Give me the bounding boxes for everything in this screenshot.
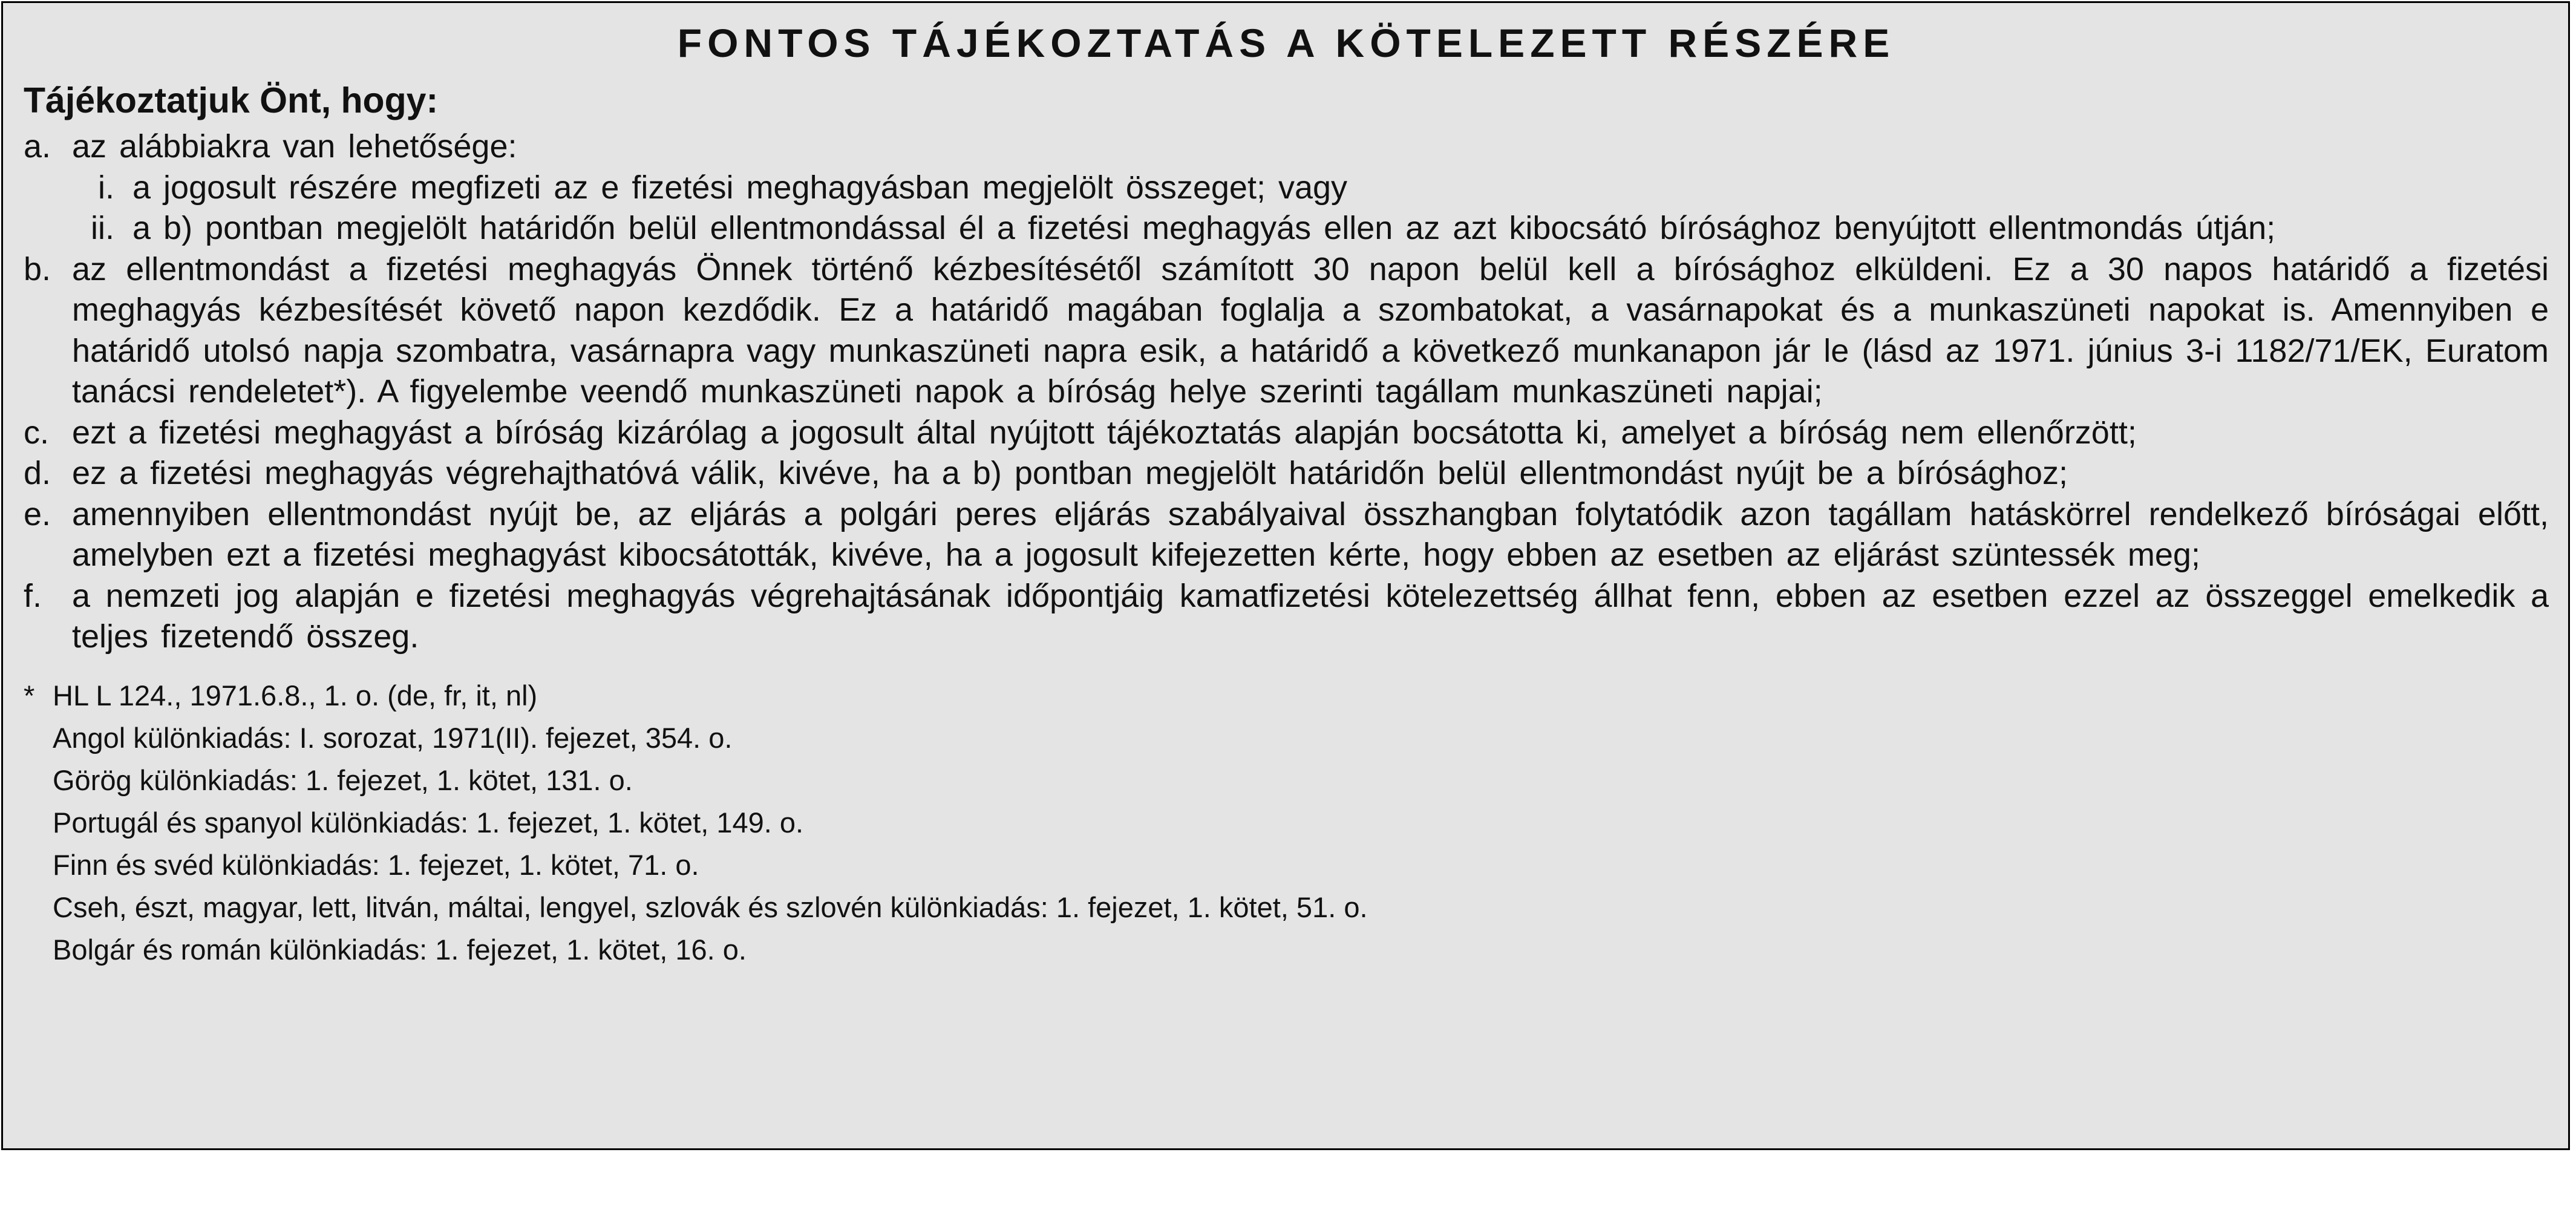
item-marker: b. — [24, 250, 51, 287]
footnote-line: Finn és svéd különkiadás: 1. fejezet, 1. kötet, 71. o. — [53, 848, 699, 881]
footnote-line: Görög különkiadás: 1. fejezet, 1. kötet, 131. o. — [53, 764, 633, 796]
list-item-c — [24, 413, 2549, 454]
footnote-line: Bolgár és román különkiadás: 1. fejezet, 1. kötet, 16. o. — [53, 933, 747, 966]
sub-item-i — [72, 168, 2549, 209]
item-marker: a. — [24, 128, 51, 165]
item-marker: d. — [24, 455, 51, 491]
list-item-e — [24, 494, 2549, 576]
notice-title: FONTOS TÁJÉKOZTATÁS A KÖTELEZETT RÉSZÉRE — [677, 21, 1895, 65]
list-item-a — [24, 126, 2549, 168]
sub-item-ii — [72, 208, 2549, 249]
item-text: ez a fizetési meghagyás végrehajthatóvá válik, kivéve, ha a b) pontban megjelölt határidőn belül ellentmondást nyújt be a bírósághoz; — [72, 455, 2068, 491]
item-text: az alábbiakra van lehetősége: — [72, 128, 517, 165]
item-text: amennyiben ellentmondást nyújt be, az eljárás a polgári peres eljárás szabályaival összhangban folytatódik azon tagállam hatáskörrel rendelkező bíróságai előtt, amelyben ezt a fizetési meghagyást kibocsátották, kivéve, ha a jogosult kifejezetten kérte, hogy ebben az esetben az eljárást szüntessék meg; — [72, 496, 2549, 573]
notice-intro: Tájékoztatjuk Önt, hogy: — [24, 80, 439, 120]
footnote-asterisk: * — [24, 679, 35, 711]
sub-item-marker: i. — [98, 169, 114, 206]
item-marker: c. — [24, 414, 50, 451]
notice-list — [24, 126, 2549, 658]
footnote-line: HL L 124., 1971.6.8., 1. o. (de, fr, it, nl) — [53, 679, 538, 711]
item-text: az ellentmondást a fizetési meghagyás Önnek történő kézbesítésétől számított 30 napon belül kell a bírósághoz elküldeni. Ez a 30 napos határidő a fizetési meghagyás kézbesítését követő napon kezdődik. Ez a határidő magában foglalja a szombatokat, a vasárnapokat és a munkaszüneti napokat is. Amennyiben e határidő utolsó napja szombatra, vasárnapra vagy munkaszüneti napra esik, a határidő a következő munkanapon jár le (lásd az 1971. június 3-i 1182/71/EK, Euratom tanácsi rendeletet*). A figyelembe veendő munkaszüneti napok a bíróság helye szerinti tagállam munkaszüneti napjai; — [72, 250, 2549, 410]
footnote-line: Angol különkiadás: I. sorozat, 1971(II). fejezet, 354. o. — [53, 721, 733, 754]
list-item-d — [24, 453, 2549, 494]
notice-box — [1, 1, 2570, 1150]
list-item-b — [24, 249, 2549, 413]
sub-item-marker: ii. — [91, 210, 114, 246]
sub-item-text: a jogosult részére megfizeti az e fizetési meghagyásban megjelölt összeget; vagy — [132, 169, 1348, 206]
footnote — [24, 675, 2549, 971]
item-marker: f. — [24, 577, 42, 614]
item-text: ezt a fizetési meghagyást a bíróság kizárólag a jogosult által nyújtott tájékoztatás alapján bocsátotta ki, amelyet a bíróság nem ellenőrzött; — [72, 414, 2137, 451]
footnote-line: Cseh, észt, magyar, lett, litván, máltai, lengyel, szlovák és szlovén különkiadás: 1. fejezet, 1. kötet, 51. o. — [53, 891, 1368, 923]
sub-item-text: a b) pontban megjelölt határidőn belül ellentmondással él a fizetési meghagyás ellen az azt kibocsátó bírósághoz benyújtott ellentmondás útján; — [132, 210, 2276, 246]
footnote-line: Portugál és spanyol különkiadás: 1. fejezet, 1. kötet, 149. o. — [53, 806, 804, 839]
footnote-first-line — [24, 675, 2549, 717]
item-text: a nemzeti jog alapján e fizetési meghagyás végrehajtásának időpontjáig kamatfizetési kötelezettség állhat fenn, ebben az esetben ezzel az összeggel emelkedik a teljes fizetendő összeg. — [72, 577, 2549, 655]
item-marker: e. — [24, 496, 51, 532]
list-item-f — [24, 576, 2549, 658]
sub-list — [72, 168, 2549, 249]
